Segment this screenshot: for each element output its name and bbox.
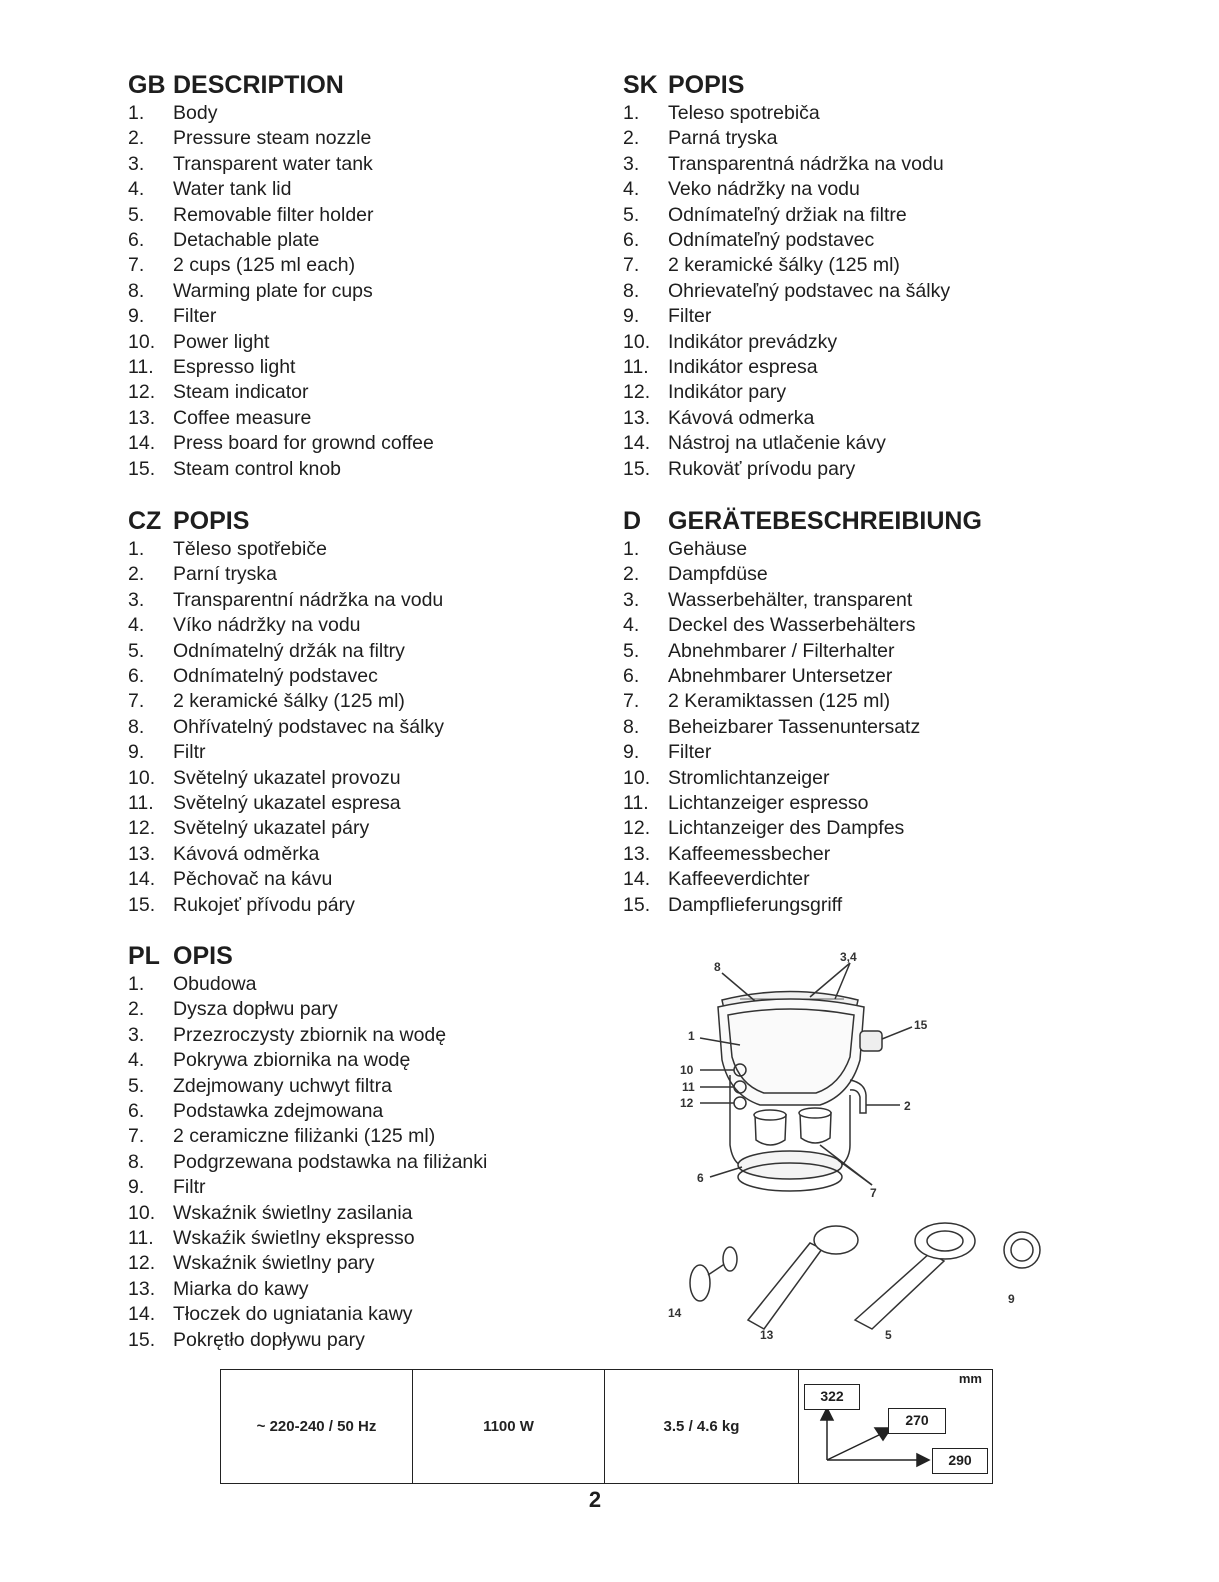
espresso-machine-illustration xyxy=(660,945,1070,1350)
item-text: Pokrętło dopływu pary xyxy=(173,1328,365,1351)
list-item xyxy=(128,1226,598,1251)
item-text: Kávová odměrka xyxy=(173,842,320,865)
item-text: Press board for grownd coffee xyxy=(173,432,434,455)
list-item xyxy=(128,1251,598,1276)
item-text: Veko nádržky na vodu xyxy=(668,178,860,201)
item-number: 3. xyxy=(128,588,145,611)
item-number: 6. xyxy=(623,665,640,688)
item-text: Kávová odmerka xyxy=(668,406,815,429)
label-6: 6 xyxy=(697,1171,704,1185)
item-number: 3. xyxy=(128,152,145,175)
item-number: 15. xyxy=(623,893,651,916)
label-3-4: 3,4 xyxy=(840,950,857,964)
spec-dimensions xyxy=(799,1370,992,1483)
list-item xyxy=(128,330,598,355)
item-text: Steam indicator xyxy=(173,381,309,404)
item-number: 12. xyxy=(623,381,651,404)
section-heading xyxy=(128,941,598,971)
item-number: 5. xyxy=(128,203,145,226)
item-number: 8. xyxy=(623,715,640,738)
item-text: Wskaźnik świetlny zasilania xyxy=(173,1201,413,1224)
list-item xyxy=(623,766,1093,791)
label-5: 5 xyxy=(885,1328,892,1342)
item-text: 2 cups (125 ml each) xyxy=(173,254,356,277)
item-text: Dampflieferungsgriff xyxy=(668,893,843,916)
item-number: 2. xyxy=(128,127,145,150)
dimension-height: 322 xyxy=(804,1384,860,1410)
list-item xyxy=(128,791,598,816)
item-text: 2 ceramiczne filiżanki (125 ml) xyxy=(173,1125,436,1148)
item-number: 13. xyxy=(623,406,651,429)
item-text: Wasserbehälter, transparent xyxy=(668,588,913,611)
item-text: Rukoväť prívodu pary xyxy=(668,457,856,480)
section-pl xyxy=(128,941,598,1353)
section-title: DESCRIPTION xyxy=(173,71,344,99)
item-text: Pěchovač na kávu xyxy=(173,868,333,891)
item-number: 4. xyxy=(128,614,145,637)
list-item xyxy=(623,203,1093,228)
item-number: 12. xyxy=(128,817,156,840)
item-text: Zdejmowany uchwyt filtra xyxy=(173,1074,392,1097)
section-heading xyxy=(623,70,1093,100)
item-number: 15. xyxy=(128,457,156,480)
item-number: 11. xyxy=(623,792,649,815)
dimension-width: 290 xyxy=(932,1448,988,1474)
list-item xyxy=(128,203,598,228)
list-item xyxy=(623,791,1093,816)
label-2: 2 xyxy=(904,1099,911,1113)
label-14: 14 xyxy=(668,1306,682,1320)
item-number: 12. xyxy=(623,817,651,840)
item-text: Teleso spotrebiča xyxy=(668,102,820,124)
item-number: 2. xyxy=(623,127,640,150)
item-number: 2. xyxy=(623,563,640,586)
language-code: CZ xyxy=(128,507,162,535)
item-number: 12. xyxy=(128,381,156,404)
label-7: 7 xyxy=(870,1186,877,1200)
parts-list xyxy=(623,537,1093,918)
list-item xyxy=(128,613,598,638)
item-text: Odnímateľný podstavec xyxy=(668,229,875,252)
list-item xyxy=(128,431,598,456)
item-text: Víko nádržky na vodu xyxy=(173,614,361,637)
item-number: 4. xyxy=(128,178,145,201)
list-item xyxy=(623,406,1093,431)
list-item xyxy=(128,689,598,714)
item-number: 14. xyxy=(623,868,651,891)
item-number: 7. xyxy=(128,1125,145,1148)
section-heading xyxy=(623,506,1093,536)
item-number: 5. xyxy=(623,639,640,662)
list-item xyxy=(128,457,598,482)
item-text: Nástroj na utlačenie kávy xyxy=(668,432,886,455)
spec-voltage: ~ 220-240 / 50 Hz xyxy=(221,1370,413,1483)
item-number: 1. xyxy=(623,102,640,124)
parts-list xyxy=(128,972,598,1353)
label-1: 1 xyxy=(688,1029,695,1043)
item-text: Abnehmbarer Untersetzer xyxy=(668,665,893,688)
item-number: 1. xyxy=(128,973,145,995)
item-text: Espresso light xyxy=(173,356,296,379)
list-item xyxy=(623,152,1093,177)
list-item xyxy=(128,1201,598,1226)
item-text: Ohřívatelný podstavec na šálky xyxy=(173,715,444,738)
list-item xyxy=(128,380,598,405)
item-number: 11. xyxy=(128,356,154,379)
item-number: 11. xyxy=(128,1227,154,1250)
item-text: Pokrywa zbiornika na wodę xyxy=(173,1049,411,1072)
list-item xyxy=(623,355,1093,380)
item-number: 10. xyxy=(128,1201,156,1224)
item-number: 3. xyxy=(623,588,640,611)
list-item xyxy=(128,1175,598,1200)
list-item xyxy=(128,1074,598,1099)
label-13: 13 xyxy=(760,1328,774,1342)
item-number: 8. xyxy=(623,279,640,302)
item-text: Detachable plate xyxy=(173,229,320,252)
item-text: Filter xyxy=(173,305,217,328)
list-item xyxy=(128,406,598,431)
list-item xyxy=(128,537,598,562)
machine-diagram xyxy=(660,945,1070,1350)
item-text: Světelný ukazatel espresa xyxy=(173,792,401,815)
item-text: Coffee measure xyxy=(173,406,312,429)
item-number: 1. xyxy=(623,538,640,560)
list-item xyxy=(623,380,1093,405)
item-number: 13. xyxy=(128,842,156,865)
item-number: 5. xyxy=(623,203,640,226)
parts-list xyxy=(128,537,598,918)
item-number: 8. xyxy=(128,1150,145,1173)
list-item xyxy=(623,588,1093,613)
item-number: 7. xyxy=(128,254,145,277)
list-item xyxy=(623,562,1093,587)
dimension-depth: 270 xyxy=(888,1408,946,1434)
section-title: POPIS xyxy=(173,507,250,535)
label-11: 11 xyxy=(682,1080,695,1094)
item-text: Indikátor pary xyxy=(668,381,787,404)
list-item xyxy=(623,715,1093,740)
item-number: 12. xyxy=(128,1252,156,1275)
label-8: 8 xyxy=(714,960,721,974)
item-number: 14. xyxy=(128,1303,156,1326)
item-text: Removable filter holder xyxy=(173,203,374,226)
item-text: Water tank lid xyxy=(173,178,292,201)
item-text: Transparentní nádržka na vodu xyxy=(173,588,444,611)
item-text: Stromlichtanzeiger xyxy=(668,766,830,789)
item-text: Przezroczysty zbiornik na wodę xyxy=(173,1023,447,1046)
list-item xyxy=(128,101,598,126)
list-item xyxy=(128,562,598,587)
item-number: 11. xyxy=(128,792,154,815)
item-number: 10. xyxy=(128,330,156,353)
item-number: 9. xyxy=(128,1176,145,1199)
list-item xyxy=(623,867,1093,892)
item-text: Podstawka zdejmowana xyxy=(173,1100,384,1123)
item-text: Tłoczek do ugniatania kawy xyxy=(173,1303,413,1326)
item-number: 7. xyxy=(623,254,640,277)
label-15: 15 xyxy=(914,1018,928,1032)
item-text: Transparent water tank xyxy=(173,152,373,175)
item-number: 8. xyxy=(128,279,145,302)
language-code: GB xyxy=(128,71,166,99)
item-text: 2 keramické šálky (125 ml) xyxy=(173,690,405,713)
item-number: 14. xyxy=(128,432,156,455)
list-item xyxy=(128,253,598,278)
language-code: PL xyxy=(128,942,160,970)
list-item xyxy=(623,816,1093,841)
item-text: Lichtanzeiger espresso xyxy=(668,792,869,815)
list-item xyxy=(623,893,1093,918)
list-item xyxy=(623,689,1093,714)
item-text: Wskaźnik świetlny pary xyxy=(173,1252,375,1275)
page-number: 2 xyxy=(588,1487,602,1512)
list-item xyxy=(128,1124,598,1149)
item-number: 6. xyxy=(128,1100,145,1123)
list-item xyxy=(128,1328,598,1353)
item-number: 1. xyxy=(128,102,145,124)
item-text: Gehäuse xyxy=(668,538,748,560)
list-item xyxy=(128,126,598,151)
list-item xyxy=(128,972,598,997)
item-text: Podgrzewana podstawka na filiżanki xyxy=(173,1150,488,1173)
list-item xyxy=(623,613,1093,638)
list-item xyxy=(128,664,598,689)
item-number: 5. xyxy=(128,1074,145,1097)
item-text: Power light xyxy=(173,330,270,353)
item-text: Wskaźik świetlny ekspresso xyxy=(173,1227,415,1250)
item-number: 15. xyxy=(128,1328,156,1351)
list-item xyxy=(128,355,598,380)
item-text: Kaffeemessbecher xyxy=(668,842,831,865)
list-item xyxy=(623,537,1093,562)
spec-power: 1100 W xyxy=(413,1370,605,1483)
language-code: SK xyxy=(623,71,658,99)
label-9: 9 xyxy=(1008,1292,1015,1306)
list-item xyxy=(128,1099,598,1124)
item-number: 4. xyxy=(623,614,640,637)
spec-weight: 3.5 / 4.6 kg xyxy=(605,1370,799,1483)
item-number: 6. xyxy=(128,665,145,688)
parts-list xyxy=(623,101,1093,482)
item-text: Body xyxy=(173,102,218,124)
item-number: 1. xyxy=(128,538,145,560)
list-item xyxy=(128,867,598,892)
item-number: 6. xyxy=(623,229,640,252)
list-item xyxy=(128,1023,598,1048)
item-text: Indikátor prevádzky xyxy=(668,330,838,353)
item-text: Odnímateľný držiak na filtre xyxy=(668,203,907,226)
dimension-unit: mm xyxy=(958,1371,982,1386)
list-item xyxy=(623,177,1093,202)
item-number: 10. xyxy=(623,766,651,789)
item-number: 15. xyxy=(623,457,651,480)
item-number: 6. xyxy=(128,229,145,252)
list-item xyxy=(128,740,598,765)
item-number: 14. xyxy=(128,868,156,891)
item-number: 9. xyxy=(128,741,145,764)
item-text: Beheizbarer Tassenuntersatz xyxy=(668,715,921,738)
item-text: Dysza dopłwu pary xyxy=(173,998,338,1021)
item-number: 7. xyxy=(623,690,640,713)
list-item xyxy=(128,766,598,791)
item-text: Dampfdüse xyxy=(668,563,768,586)
section-heading xyxy=(128,70,598,100)
item-number: 10. xyxy=(128,766,156,789)
item-text: Kaffeeverdichter xyxy=(668,868,810,891)
list-item xyxy=(623,279,1093,304)
list-item xyxy=(128,588,598,613)
list-item xyxy=(128,1277,598,1302)
item-number: 13. xyxy=(623,842,651,865)
list-item xyxy=(128,304,598,329)
list-item xyxy=(128,152,598,177)
list-item xyxy=(623,842,1093,867)
item-text: Miarka do kawy xyxy=(173,1277,309,1300)
list-item xyxy=(128,1302,598,1327)
list-item xyxy=(623,228,1093,253)
label-10: 10 xyxy=(680,1063,694,1077)
item-text: Lichtanzeiger des Dampfes xyxy=(668,817,905,840)
list-item xyxy=(128,1048,598,1073)
section-d xyxy=(623,506,1093,918)
item-number: 9. xyxy=(128,305,145,328)
section-title: OPIS xyxy=(173,942,233,970)
list-item xyxy=(623,431,1093,456)
item-text: 2 keramické šálky (125 ml) xyxy=(668,254,900,277)
section-gb xyxy=(128,70,598,482)
item-number: 10. xyxy=(623,330,651,353)
item-number: 4. xyxy=(128,1049,145,1072)
item-number: 11. xyxy=(623,356,649,379)
item-number: 3. xyxy=(623,152,640,175)
list-item xyxy=(128,893,598,918)
item-text: Indikátor espresa xyxy=(668,356,818,379)
list-item xyxy=(623,304,1093,329)
item-text: Deckel des Wasserbehälters xyxy=(668,614,916,637)
item-number: 13. xyxy=(128,406,156,429)
list-item xyxy=(623,664,1093,689)
item-text: Světelný ukazatel provozu xyxy=(173,766,401,789)
item-text: Filtr xyxy=(173,741,206,764)
item-text: Filter xyxy=(668,741,712,764)
item-text: Odnímatelný držák na filtry xyxy=(173,639,405,662)
list-item xyxy=(128,279,598,304)
item-number: 13. xyxy=(128,1277,156,1300)
list-item xyxy=(128,1150,598,1175)
item-number: 14. xyxy=(623,432,651,455)
list-item xyxy=(128,715,598,740)
section-heading xyxy=(128,506,598,536)
item-number: 4. xyxy=(623,178,640,201)
item-number: 2. xyxy=(128,998,145,1021)
list-item xyxy=(128,842,598,867)
item-number: 8. xyxy=(128,715,145,738)
list-item xyxy=(623,253,1093,278)
item-text: Světelný ukazatel páry xyxy=(173,817,370,840)
item-text: Warming plate for cups xyxy=(173,279,373,302)
list-item xyxy=(128,997,598,1022)
list-item xyxy=(623,740,1093,765)
list-item xyxy=(128,639,598,664)
specifications-table xyxy=(220,1369,993,1484)
list-item xyxy=(128,816,598,841)
section-title: POPIS xyxy=(668,71,745,99)
item-text: 2 Keramiktassen (125 ml) xyxy=(668,690,891,713)
list-item xyxy=(623,101,1093,126)
item-text: Pressure steam nozzle xyxy=(173,127,372,150)
item-number: 2. xyxy=(128,563,145,586)
item-text: Obudowa xyxy=(173,973,257,995)
language-code: D xyxy=(623,507,642,535)
list-item xyxy=(128,177,598,202)
item-number: 7. xyxy=(128,690,145,713)
list-item xyxy=(623,126,1093,151)
item-number: 9. xyxy=(623,305,640,328)
item-number: 9. xyxy=(623,741,640,764)
section-cz xyxy=(128,506,598,918)
item-text: Odnímatelný podstavec xyxy=(173,665,378,688)
item-text: Filtr xyxy=(173,1176,206,1199)
label-12: 12 xyxy=(680,1096,694,1110)
list-item xyxy=(623,639,1093,664)
list-item xyxy=(128,228,598,253)
item-number: 15. xyxy=(128,893,156,916)
section-sk xyxy=(623,70,1093,482)
item-text: Filter xyxy=(668,305,712,328)
item-text: Těleso spotřebiče xyxy=(173,538,327,560)
list-item xyxy=(623,457,1093,482)
item-text: Parní tryska xyxy=(173,563,278,586)
item-text: Steam control knob xyxy=(173,457,342,480)
item-text: Parná tryska xyxy=(668,127,778,150)
section-title: GERÄTEBESCHREIBIUNG xyxy=(668,507,982,535)
item-number: 3. xyxy=(128,1023,145,1046)
item-text: Rukojeť přívodu páry xyxy=(173,893,355,916)
item-text: Transparentná nádržka na vodu xyxy=(668,152,944,175)
item-text: Abnehmbarer / Filterhalter xyxy=(668,639,895,662)
item-text: Ohrievateľný podstavec na šálky xyxy=(668,279,951,302)
item-number: 5. xyxy=(128,639,145,662)
parts-list xyxy=(128,101,598,482)
list-item xyxy=(623,330,1093,355)
